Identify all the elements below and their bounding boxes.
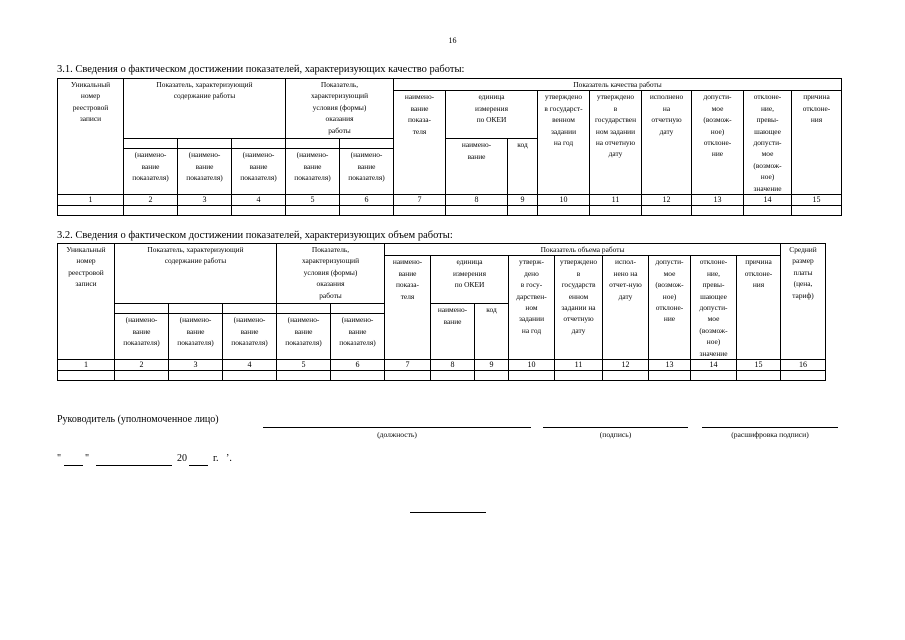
header-indicator-name: наимено- вание показа- теля	[385, 256, 431, 360]
sub-conditions-slot	[331, 304, 385, 314]
header-exceeding-deviation: отклоне- ние, превы- шающее допусти- мое (возмож- ное) значение	[691, 256, 737, 360]
sub-content-slot	[223, 304, 277, 314]
header-executed: исполнено на отчетную дату	[642, 91, 692, 195]
header-allowed-deviation: допусти- мое (возмож- ное) отклоне- ние	[649, 256, 691, 360]
header-indicator-name: наимено- вание показа- теля	[394, 91, 446, 195]
sub-conditions-slot	[286, 139, 340, 149]
header-unit-code: код	[475, 304, 509, 360]
position-line	[263, 427, 531, 428]
column-numbers-row: 1 2 3 4 5 6 7 8 9 10 11 12 13 14 15 16	[58, 360, 826, 371]
sub-indicator-name: (наимено- вание показателя)	[178, 149, 232, 195]
signature-caption: (подпись)	[599, 430, 632, 439]
header-unit: единица измерения по ОКЕИ	[431, 256, 509, 304]
date-suffix: г.	[213, 453, 219, 464]
header-content: Показатель, характеризующий содержание работы	[124, 79, 286, 139]
section-3-1-title: 3.1. Сведения о фактическом достижении показателей, характеризующих качество работы:	[57, 64, 465, 75]
sub-indicator-name: (наимено- вание показателя)	[115, 314, 169, 360]
date-year-prefix: 20	[177, 453, 187, 464]
header-quality-group: Показатель качества работы	[394, 79, 842, 91]
quality-table	[57, 78, 842, 216]
header-approved-date: утверждено в государств енном задании на отчетную дату	[555, 256, 603, 360]
header-exceeding-deviation: отклоне- ние, превы- шающее допусти- мое (возмож- ное) значение	[744, 91, 792, 195]
header-unit-code: код	[508, 139, 538, 195]
header-unique-number: Уникальный номер реестровой записи	[58, 244, 115, 360]
decode-line	[702, 427, 838, 428]
sub-indicator-name: (наимено- вание показателя)	[277, 314, 331, 360]
header-allowed-deviation: допусти- мое (возмож- ное) отклоне- ние	[692, 91, 744, 195]
sub-indicator-name: (наимено- вание показателя)	[331, 314, 385, 360]
sub-indicator-name: (наимено- вание показателя)	[169, 314, 223, 360]
header-unit-name: наимено- вание	[446, 139, 508, 195]
volume-table	[57, 243, 826, 381]
decode-caption: (расшифровка подписи)	[731, 430, 809, 439]
position-caption: (должность)	[377, 430, 417, 439]
header-approved-year: утверж- дено в госу- дарствен- ном задании на год	[509, 256, 555, 360]
date-day-line	[64, 465, 83, 466]
section-3-2-title: 3.2. Сведения о фактическом достижении показателей, характеризующих объем работы:	[57, 230, 453, 241]
header-conditions: Показатель, характеризующий условия (формы) оказания работы	[277, 244, 385, 304]
date-year-line	[189, 465, 208, 466]
sub-content-slot	[169, 304, 223, 314]
header-volume-group: Показатель объема работы	[385, 244, 781, 256]
sub-indicator-name: (наимено- вание показателя)	[232, 149, 286, 195]
table-row	[58, 371, 826, 381]
header-unit-name: наимено- вание	[431, 304, 475, 360]
header-content: Показатель, характеризующий содержание работы	[115, 244, 277, 304]
column-numbers-row: 1 2 3 4 5 6 7 8 9 10 11 12 13 14 15	[58, 195, 842, 206]
date-open-quote: "	[57, 453, 62, 464]
header-conditions: Показатель, характеризующий условия (формы) оказания работы	[286, 79, 394, 139]
manager-label: Руководитель (уполномоченное лицо)	[57, 414, 219, 425]
sub-content-slot	[232, 139, 286, 149]
sub-conditions-slot	[340, 139, 394, 149]
header-approved-date: утверждено в государствен ном задании на отчетную дату	[590, 91, 642, 195]
header-executed: испол- нено на отчет-ную дату	[603, 256, 649, 360]
header-unit: единица измерения по ОКЕИ	[446, 91, 538, 139]
sub-content-slot	[178, 139, 232, 149]
sub-content-slot	[115, 304, 169, 314]
date-close-quote: "	[85, 453, 90, 464]
table-row	[58, 206, 842, 216]
header-deviation-reason: причина отклоне- ния	[792, 91, 842, 195]
sub-indicator-name: (наимено- вание показателя)	[223, 314, 277, 360]
date-mark: ’.	[226, 453, 232, 464]
sub-indicator-name: (наимено- вание показателя)	[286, 149, 340, 195]
page-number: 16	[448, 36, 457, 45]
footer-rule	[410, 512, 486, 513]
sub-indicator-name: (наимено- вание показателя)	[124, 149, 178, 195]
sub-conditions-slot	[277, 304, 331, 314]
header-approved-year: утверждено в государст- венном задании на год	[538, 91, 590, 195]
signature-line	[543, 427, 688, 428]
sub-indicator-name: (наимено- вание показателя)	[340, 149, 394, 195]
header-unique-number: Уникальный номер реестровой записи	[58, 79, 124, 195]
header-average-fee: Средний размер платы (цена, тариф)	[781, 244, 826, 360]
date-month-line	[96, 465, 172, 466]
header-deviation-reason: причина отклоне- ния	[737, 256, 781, 360]
sub-content-slot	[124, 139, 178, 149]
